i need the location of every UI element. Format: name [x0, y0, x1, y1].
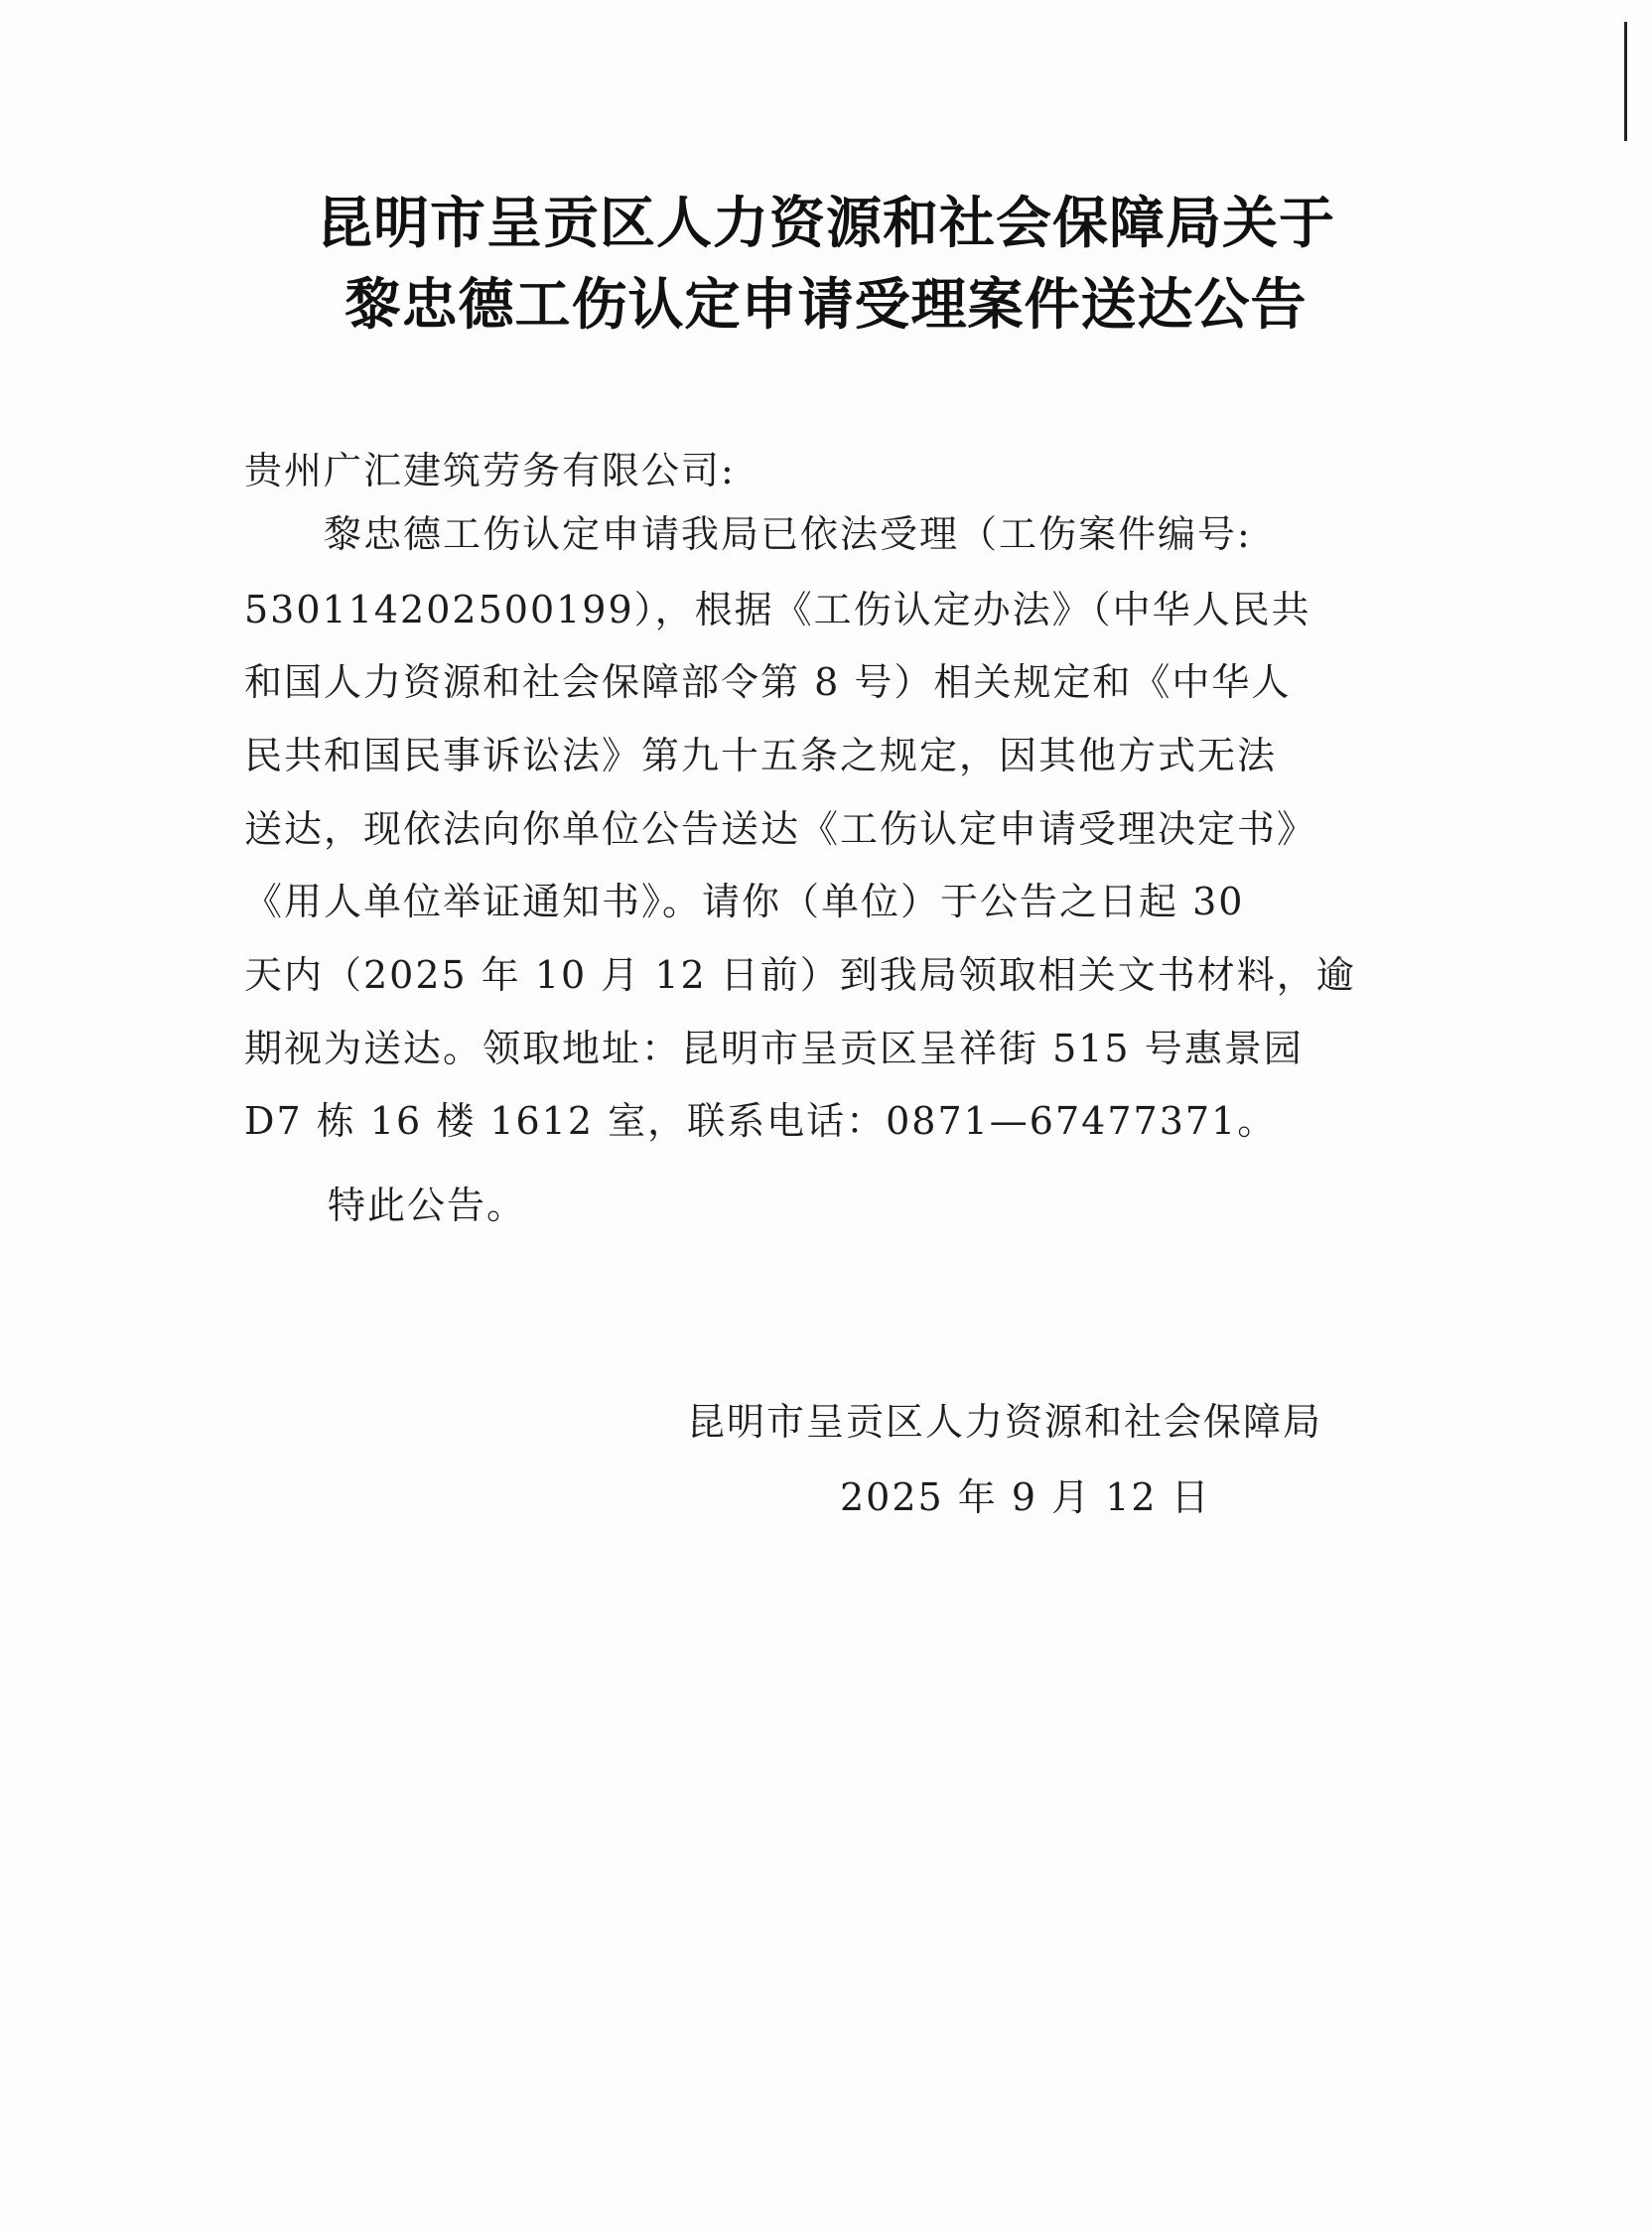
addressee: 贵州广汇建筑劳务有限公司:	[244, 449, 736, 492]
scan-edge-line	[1624, 22, 1627, 141]
body-line: 期视为送达。领取地址：昆明市呈贡区呈祥街 515 号惠景园	[244, 1027, 1304, 1070]
document-title-line-2: 黎忠德工伤认定申请受理案件送达公告	[344, 273, 1308, 338]
body-line: D7 栋 16 楼 1612 室，联系电话：0871—67477371。	[244, 1099, 1278, 1143]
body-line: 和国人力资源和社会保障部令第 8 号）相关规定和《中华人	[244, 660, 1292, 704]
body-line: 送达，现依法向你单位公告送达《工伤认定申请受理决定书》	[244, 807, 1317, 851]
body-line: 天内（2025 年 10 月 12 日前）到我局领取相关文书材料，逾	[244, 953, 1356, 997]
signature-date: 2025 年 9 月 12 日	[840, 1475, 1211, 1519]
signature-org: 昆明市呈贡区人力资源和社会保障局	[687, 1400, 1323, 1444]
document-title-line-1: 昆明市呈贡区人力资源和社会保障局关于	[317, 192, 1335, 256]
closing-statement: 特此公告。	[328, 1184, 527, 1227]
body-line: 黎忠德工伤认定申请我局已依法受理（工伤案件编号:	[324, 512, 1252, 556]
body-line: 《用人单位举证通知书》。请你（单位）于公告之日起 30	[244, 880, 1245, 923]
body-line: 530114202500199），根据《工伤认定办法》（中华人民共	[244, 588, 1311, 631]
body-line: 民共和国民事诉讼法》第九十五条之规定，因其他方式无法	[244, 734, 1278, 777]
